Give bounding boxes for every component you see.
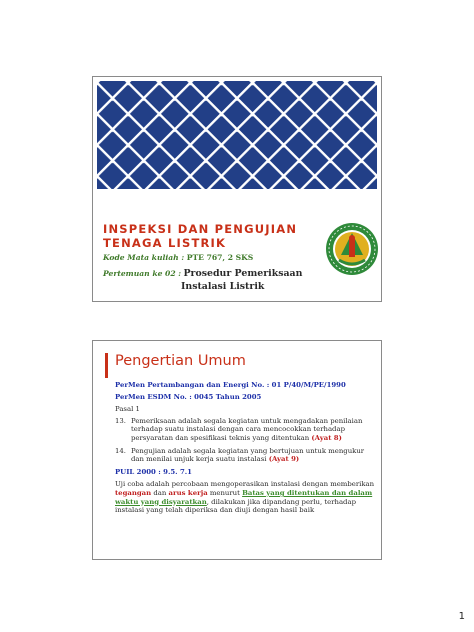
course-title-line1: INSPEKSI DAN PENGUJIAN (103, 222, 298, 236)
course-title-line2: TENAGA LISTRIK (103, 236, 227, 250)
item-text: Pemeriksaan adalah segala kegiatan untuk mengadakan penilaian terhadap suatu instalasi dengan cara mencocokkan terhadap persyaratan dan spesifikasi teknis yang ditentukan (131, 416, 363, 442)
article-label: Pasal 1 (115, 405, 140, 414)
meeting-topic-line1: Prosedur Pemeriksaan (183, 268, 303, 279)
definitions-slide (92, 340, 382, 560)
definition-item-13 (115, 417, 377, 443)
decorative-lattice-pattern (97, 81, 377, 189)
slide-body (115, 381, 377, 515)
title-accent-bar (105, 353, 108, 378)
highlight-limits: Batas yang ditentukan dan dalam waktu yang disyaratkan (115, 488, 373, 506)
course-code-label: Kode Mata kuliah : (103, 253, 185, 262)
verse-reference: (Ayat 9) (268, 455, 300, 464)
regulation-reference-2: PerMen ESDM No. : 0045 Tahun 2005 (115, 392, 262, 401)
course-title (103, 222, 297, 250)
course-code-value: PTE 767, 2 SKS (186, 253, 254, 262)
university-emblem-icon (325, 222, 379, 276)
definition-text: menurut (209, 488, 240, 497)
meeting-label: Pertemuan ke 02 : (103, 269, 182, 278)
item-number: 13. (115, 416, 126, 425)
title-slide (92, 76, 382, 302)
course-code (103, 253, 253, 262)
page-number: 1 (458, 611, 465, 622)
verse-reference: (Ayat 8) (311, 433, 342, 442)
regulation-reference-1: PerMen Pertambangan dan Energi No. : 01 P/40/M/PE/1990 (115, 381, 346, 389)
highlight-current: arus kerja (168, 488, 208, 497)
highlight-voltage: tegangan (115, 488, 152, 497)
slide-title: Pengertian Umum (115, 353, 246, 369)
standard-reference: PUIL 2000 : 9.5. 7.1 (115, 467, 192, 476)
trial-definition (115, 480, 377, 514)
meeting-info (103, 268, 302, 279)
item-number: 14. (115, 446, 126, 455)
definition-item-14 (115, 447, 377, 464)
definition-text: Uji coba adalah percobaan mengoperasikan instalasi dengan memberikan (115, 480, 375, 489)
item-text: Pengujian adalah segala kegiatan yang bertujuan untuk mengukur dan menilai unjuk kerja suatu instalasi (131, 446, 365, 464)
definition-text: dan (153, 488, 167, 497)
definition-text: , dilakukan jika dipandang perlu, terhadap instalasi yang telah diperiksa dan diuji dengan hasil baik (115, 497, 356, 515)
meeting-topic-line2: Instalasi Listrik (181, 281, 265, 292)
